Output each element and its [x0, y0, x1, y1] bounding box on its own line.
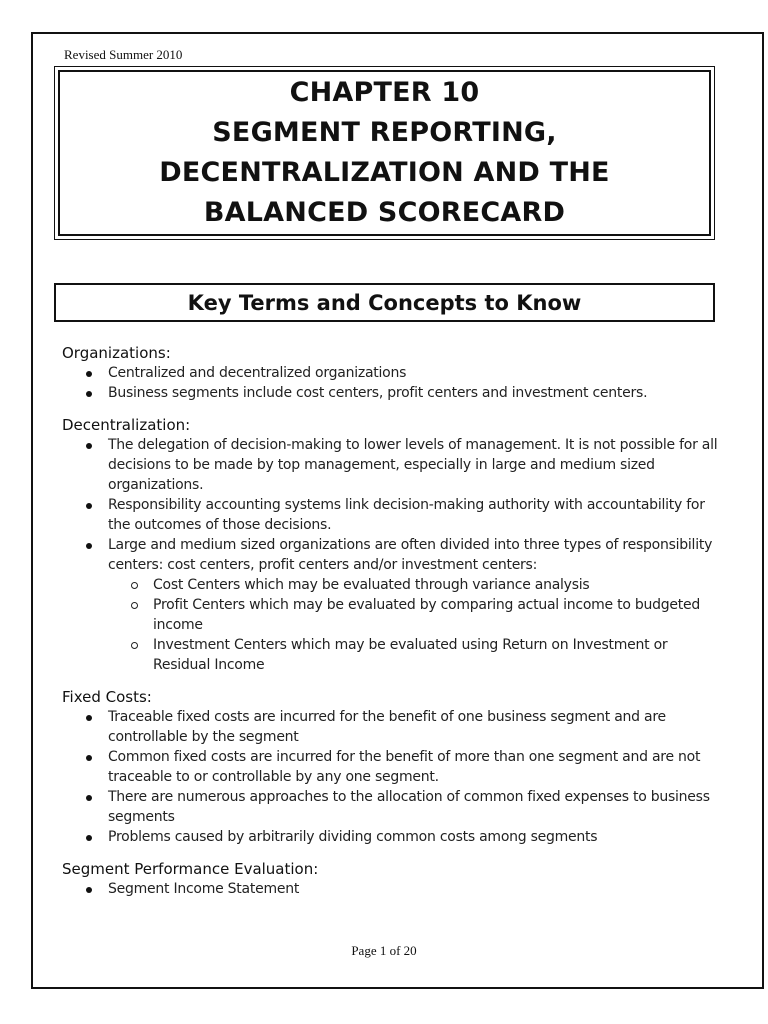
list-item: Traceable fixed costs are incurred for the benefit of one business segment and are controllable by the segment [62, 707, 722, 747]
sub-list-item: Profit Centers which may be evaluated by comparing actual income to budgeted income [63, 595, 722, 635]
section-fixed-costs [62, 687, 722, 847]
bullet-list [62, 707, 722, 847]
chapter-title-line: SEGMENT REPORTING, [212, 117, 557, 148]
chapter-title-line: CHAPTER 10 [289, 77, 480, 108]
document-body [62, 343, 722, 911]
list-item-text: Large and medium sized organizations are often divided into three types of responsibility centers: cost centers, profit centers and/or investment centers: [108, 537, 713, 573]
list-item: Business segments include cost centers, profit centers and investment centers. [62, 383, 722, 403]
key-terms-title: Key Terms and Concepts to Know [187, 290, 582, 315]
chapter-title-line: DECENTRALIZATION AND THE [159, 157, 610, 188]
bullet-list [62, 435, 722, 675]
list-item: Centralized and decentralized organizations [62, 363, 722, 383]
list-item: Segment Income Statement [62, 879, 722, 899]
bullet-list [62, 879, 722, 899]
list-item: The delegation of decision-making to lower levels of management. It is not possible for all decisions to be made by top management, especially in large and medium sized organizations. [62, 435, 722, 495]
sub-bullet-list [108, 575, 722, 675]
sub-list-item: Cost Centers which may be evaluated through variance analysis [63, 575, 722, 595]
section-heading: Organizations: [62, 344, 171, 362]
page-number: Page 1 of 20 [351, 943, 417, 958]
revision-note: Revised Summer 2010 [64, 47, 183, 62]
chapter-title-line: BALANCED SCORECARD [203, 197, 566, 228]
sub-list-item: Investment Centers which may be evaluated using Return on Investment or Residual Income [63, 635, 722, 675]
list-item: There are numerous approaches to the allocation of common fixed expenses to business segments [62, 787, 722, 827]
list-item: Problems caused by arbitrarily dividing common costs among segments [62, 827, 722, 847]
list-item: Common fixed costs are incurred for the benefit of more than one segment and are not traceable to or controllable by any one segment. [62, 747, 722, 787]
section-segment-evaluation [62, 859, 722, 899]
section-heading: Decentralization: [62, 416, 191, 434]
section-organizations [62, 343, 722, 403]
chapter-title-inner [58, 70, 711, 236]
section-heading: Segment Performance Evaluation: [62, 860, 319, 878]
section-decentralization [62, 415, 722, 675]
section-heading: Fixed Costs: [62, 688, 152, 706]
list-item [62, 535, 722, 675]
list-item: Responsibility accounting systems link decision-making authority with accountability for the outcomes of those decisions. [62, 495, 722, 535]
key-terms-box [54, 283, 715, 322]
chapter-title-box [54, 66, 715, 240]
bullet-list [62, 363, 722, 403]
